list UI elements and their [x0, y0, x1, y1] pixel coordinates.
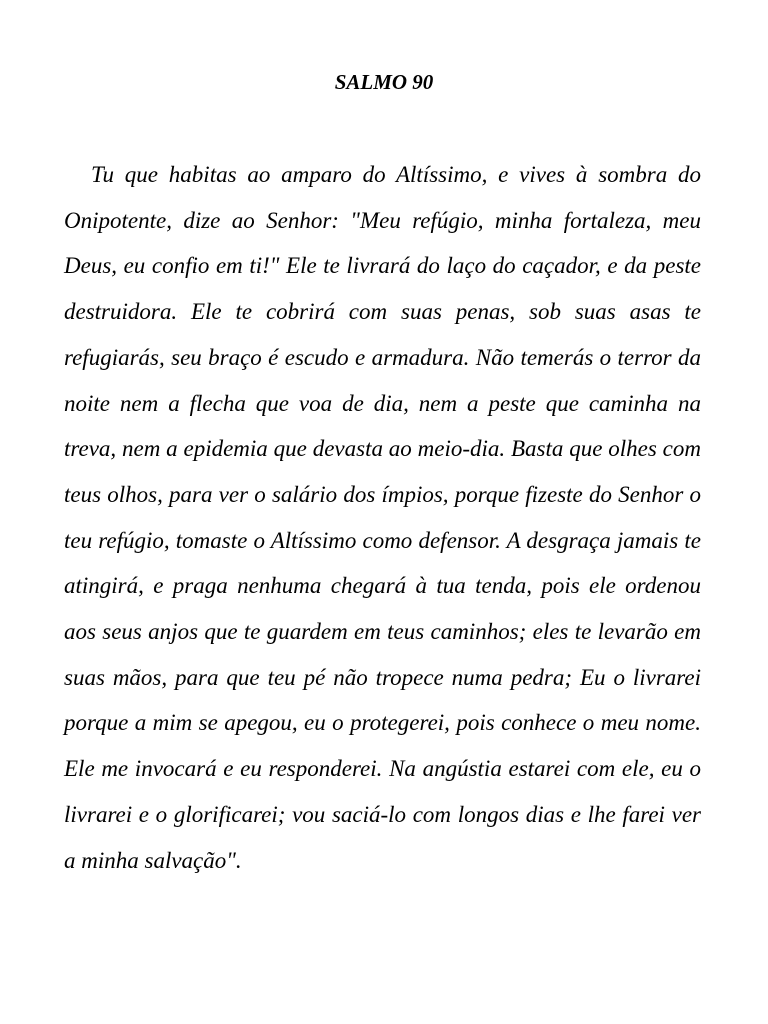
psalm-paragraph: Tu que habitas ao amparo do Altíssimo, e vives à sombra do Onipotente, dize ao Senhor: "Meu refúgio, minha fortaleza, meu Deus, eu confio em ti!" Ele te livrará do laço do caçador, e da peste destruidora. Ele te cobrirá com suas penas, sob suas asas te refugiarás, seu braço é escudo e armadura. Não temerás o terror da noite nem a flecha que voa de dia, nem a peste que caminha na treva, nem a epidemia que devasta ao meio-dia. Basta que olhes com teus olhos, para ver o salário dos ímpios, porque fizeste do Senhor o teu refúgio, tomaste o Altíssimo como defensor. A desgraça jamais te atingirá, e praga nenhuma chegará à tua tenda, pois ele ordenou aos seus anjos que te guardem em teus caminhos; eles te levarão em suas mãos, para que teu pé não tropece numa pedra; Eu o livrarei porque a mim se apegou, eu o protegerei, pois conhece o meu nome. Ele me invocará e eu responderei. Na angústia estarei com ele, eu o livrarei e o glorificarei; vou saciá-lo com longos dias e lhe farei ver a minha salvação".	[64, 162, 701, 873]
document-title: SALMO 90	[334, 70, 434, 94]
